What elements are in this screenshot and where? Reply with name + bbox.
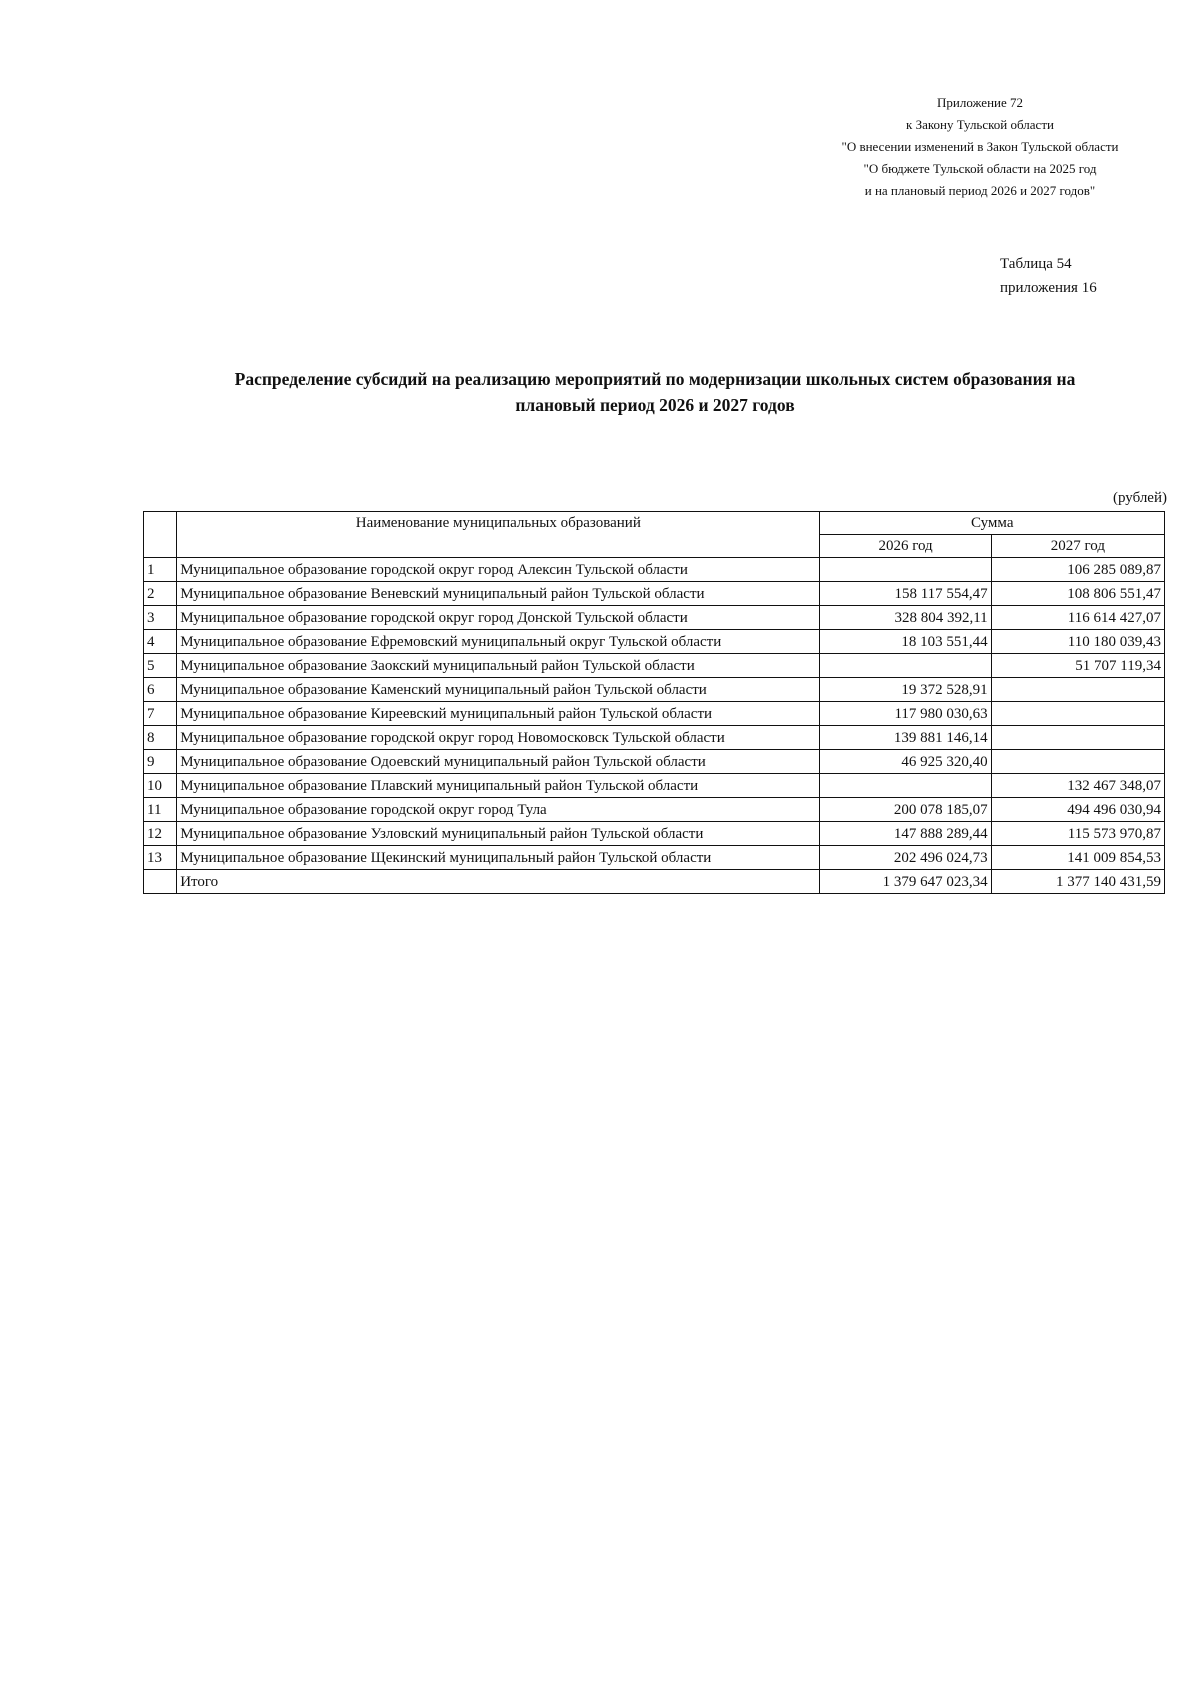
appendix-header [780,92,1180,202]
row-amount-2027: 110 180 039,43 [991,630,1164,654]
row-amount-2026: 139 881 146,14 [820,726,991,750]
table-row [144,774,1165,798]
appendix-line: к Закону Тульской области [906,117,1054,132]
row-amount-2027 [991,702,1164,726]
table-row [144,750,1165,774]
total-amount-2027: 1 377 140 431,59 [991,870,1164,894]
table-row [144,678,1165,702]
row-amount-2027: 115 573 970,87 [991,822,1164,846]
row-amount-2027: 108 806 551,47 [991,582,1164,606]
row-municipality-name: Муниципальное образование Каменский муниципальный район Тульской области [177,678,820,702]
row-municipality-name: Муниципальное образование Одоевский муниципальный район Тульской области [177,750,820,774]
row-amount-2026: 117 980 030,63 [820,702,991,726]
table-row [144,606,1165,630]
table-reference-line: Таблица 54 [1000,256,1072,272]
total-label: Итого [177,870,820,894]
table-body [144,558,1165,894]
row-municipality-name: Муниципальное образование Заокский муниципальный район Тульской области [177,654,820,678]
row-amount-2026: 200 078 185,07 [820,798,991,822]
row-amount-2026: 19 372 528,91 [820,678,991,702]
header-year-2027: 2027 год [991,535,1164,558]
table-reference-line: приложения 16 [1000,280,1097,296]
row-amount-2027: 51 707 119,34 [991,654,1164,678]
row-municipality-name: Муниципальное образование городской округ город Алексин Тульской области [177,558,820,582]
row-amount-2027 [991,750,1164,774]
row-amount-2027 [991,678,1164,702]
row-number: 7 [144,702,177,726]
appendix-line: и на плановый период 2026 и 2027 годов" [864,183,1096,198]
units-label: (рублей) [1112,490,1167,506]
row-municipality-name: Муниципальное образование городской округ город Тула [177,798,820,822]
total-amount-2026: 1 379 647 023,34 [820,870,991,894]
row-number: 4 [144,630,177,654]
row-amount-2026: 147 888 289,44 [820,822,991,846]
row-number: 9 [144,750,177,774]
row-number: 1 [144,558,177,582]
row-number: 12 [144,822,177,846]
row-municipality-name: Муниципальное образование городской округ город Новомосковск Тульской области [177,726,820,750]
row-number: 10 [144,774,177,798]
row-amount-2026: 158 117 554,47 [820,582,991,606]
document-title-line: плановый период 2026 и 2027 годов [515,395,795,415]
table-row [144,558,1165,582]
header-number-cell [144,512,177,558]
row-municipality-name: Муниципальное образование Щекинский муниципальный район Тульской области [177,846,820,870]
appendix-line: "О бюджете Тульской области на 2025 год [863,161,1097,176]
row-amount-2026 [820,654,991,678]
row-amount-2026: 202 496 024,73 [820,846,991,870]
row-amount-2027: 494 496 030,94 [991,798,1164,822]
row-amount-2026 [820,558,991,582]
table-row [144,654,1165,678]
header-sum: Сумма [820,512,1165,535]
table-row [144,630,1165,654]
row-amount-2027 [991,726,1164,750]
table-row [144,702,1165,726]
appendix-line: "О внесении изменений в Закон Тульской области [841,139,1119,154]
table-row [144,582,1165,606]
table-row [144,798,1165,822]
row-amount-2027: 141 009 854,53 [991,846,1164,870]
row-number: 3 [144,606,177,630]
row-number: 5 [144,654,177,678]
table-row [144,846,1165,870]
row-number: 8 [144,726,177,750]
row-municipality-name: Муниципальное образование Веневский муниципальный район Тульской области [177,582,820,606]
row-amount-2026 [820,774,991,798]
row-number: 13 [144,846,177,870]
row-amount-2027: 106 285 089,87 [991,558,1164,582]
table-row [144,726,1165,750]
header-year-2026: 2026 год [820,535,991,558]
row-amount-2026: 46 925 320,40 [820,750,991,774]
row-municipality-name: Муниципальное образование городской округ город Донской Тульской области [177,606,820,630]
subsidy-table [143,511,1165,894]
row-municipality-name: Муниципальное образование Плавский муниципальный район Тульской области [177,774,820,798]
total-number-cell [144,870,177,894]
row-amount-2027: 116 614 427,07 [991,606,1164,630]
table-row [144,822,1165,846]
row-amount-2026: 18 103 551,44 [820,630,991,654]
header-name: Наименование муниципальных образований [177,512,820,558]
total-row [144,870,1165,894]
document-title [160,366,1150,418]
row-municipality-name: Муниципальное образование Узловский муниципальный район Тульской области [177,822,820,846]
row-amount-2026: 328 804 392,11 [820,606,991,630]
row-number: 6 [144,678,177,702]
row-number: 2 [144,582,177,606]
document-title-line: Распределение субсидий на реализацию мероприятий по модернизации школьных систем образования на [234,369,1076,389]
row-municipality-name: Муниципальное образование Киреевский муниципальный район Тульской области [177,702,820,726]
table-reference [1000,252,1097,300]
row-municipality-name: Муниципальное образование Ефремовский муниципальный округ Тульской области [177,630,820,654]
row-number: 11 [144,798,177,822]
appendix-line: Приложение 72 [936,95,1024,110]
row-amount-2027: 132 467 348,07 [991,774,1164,798]
